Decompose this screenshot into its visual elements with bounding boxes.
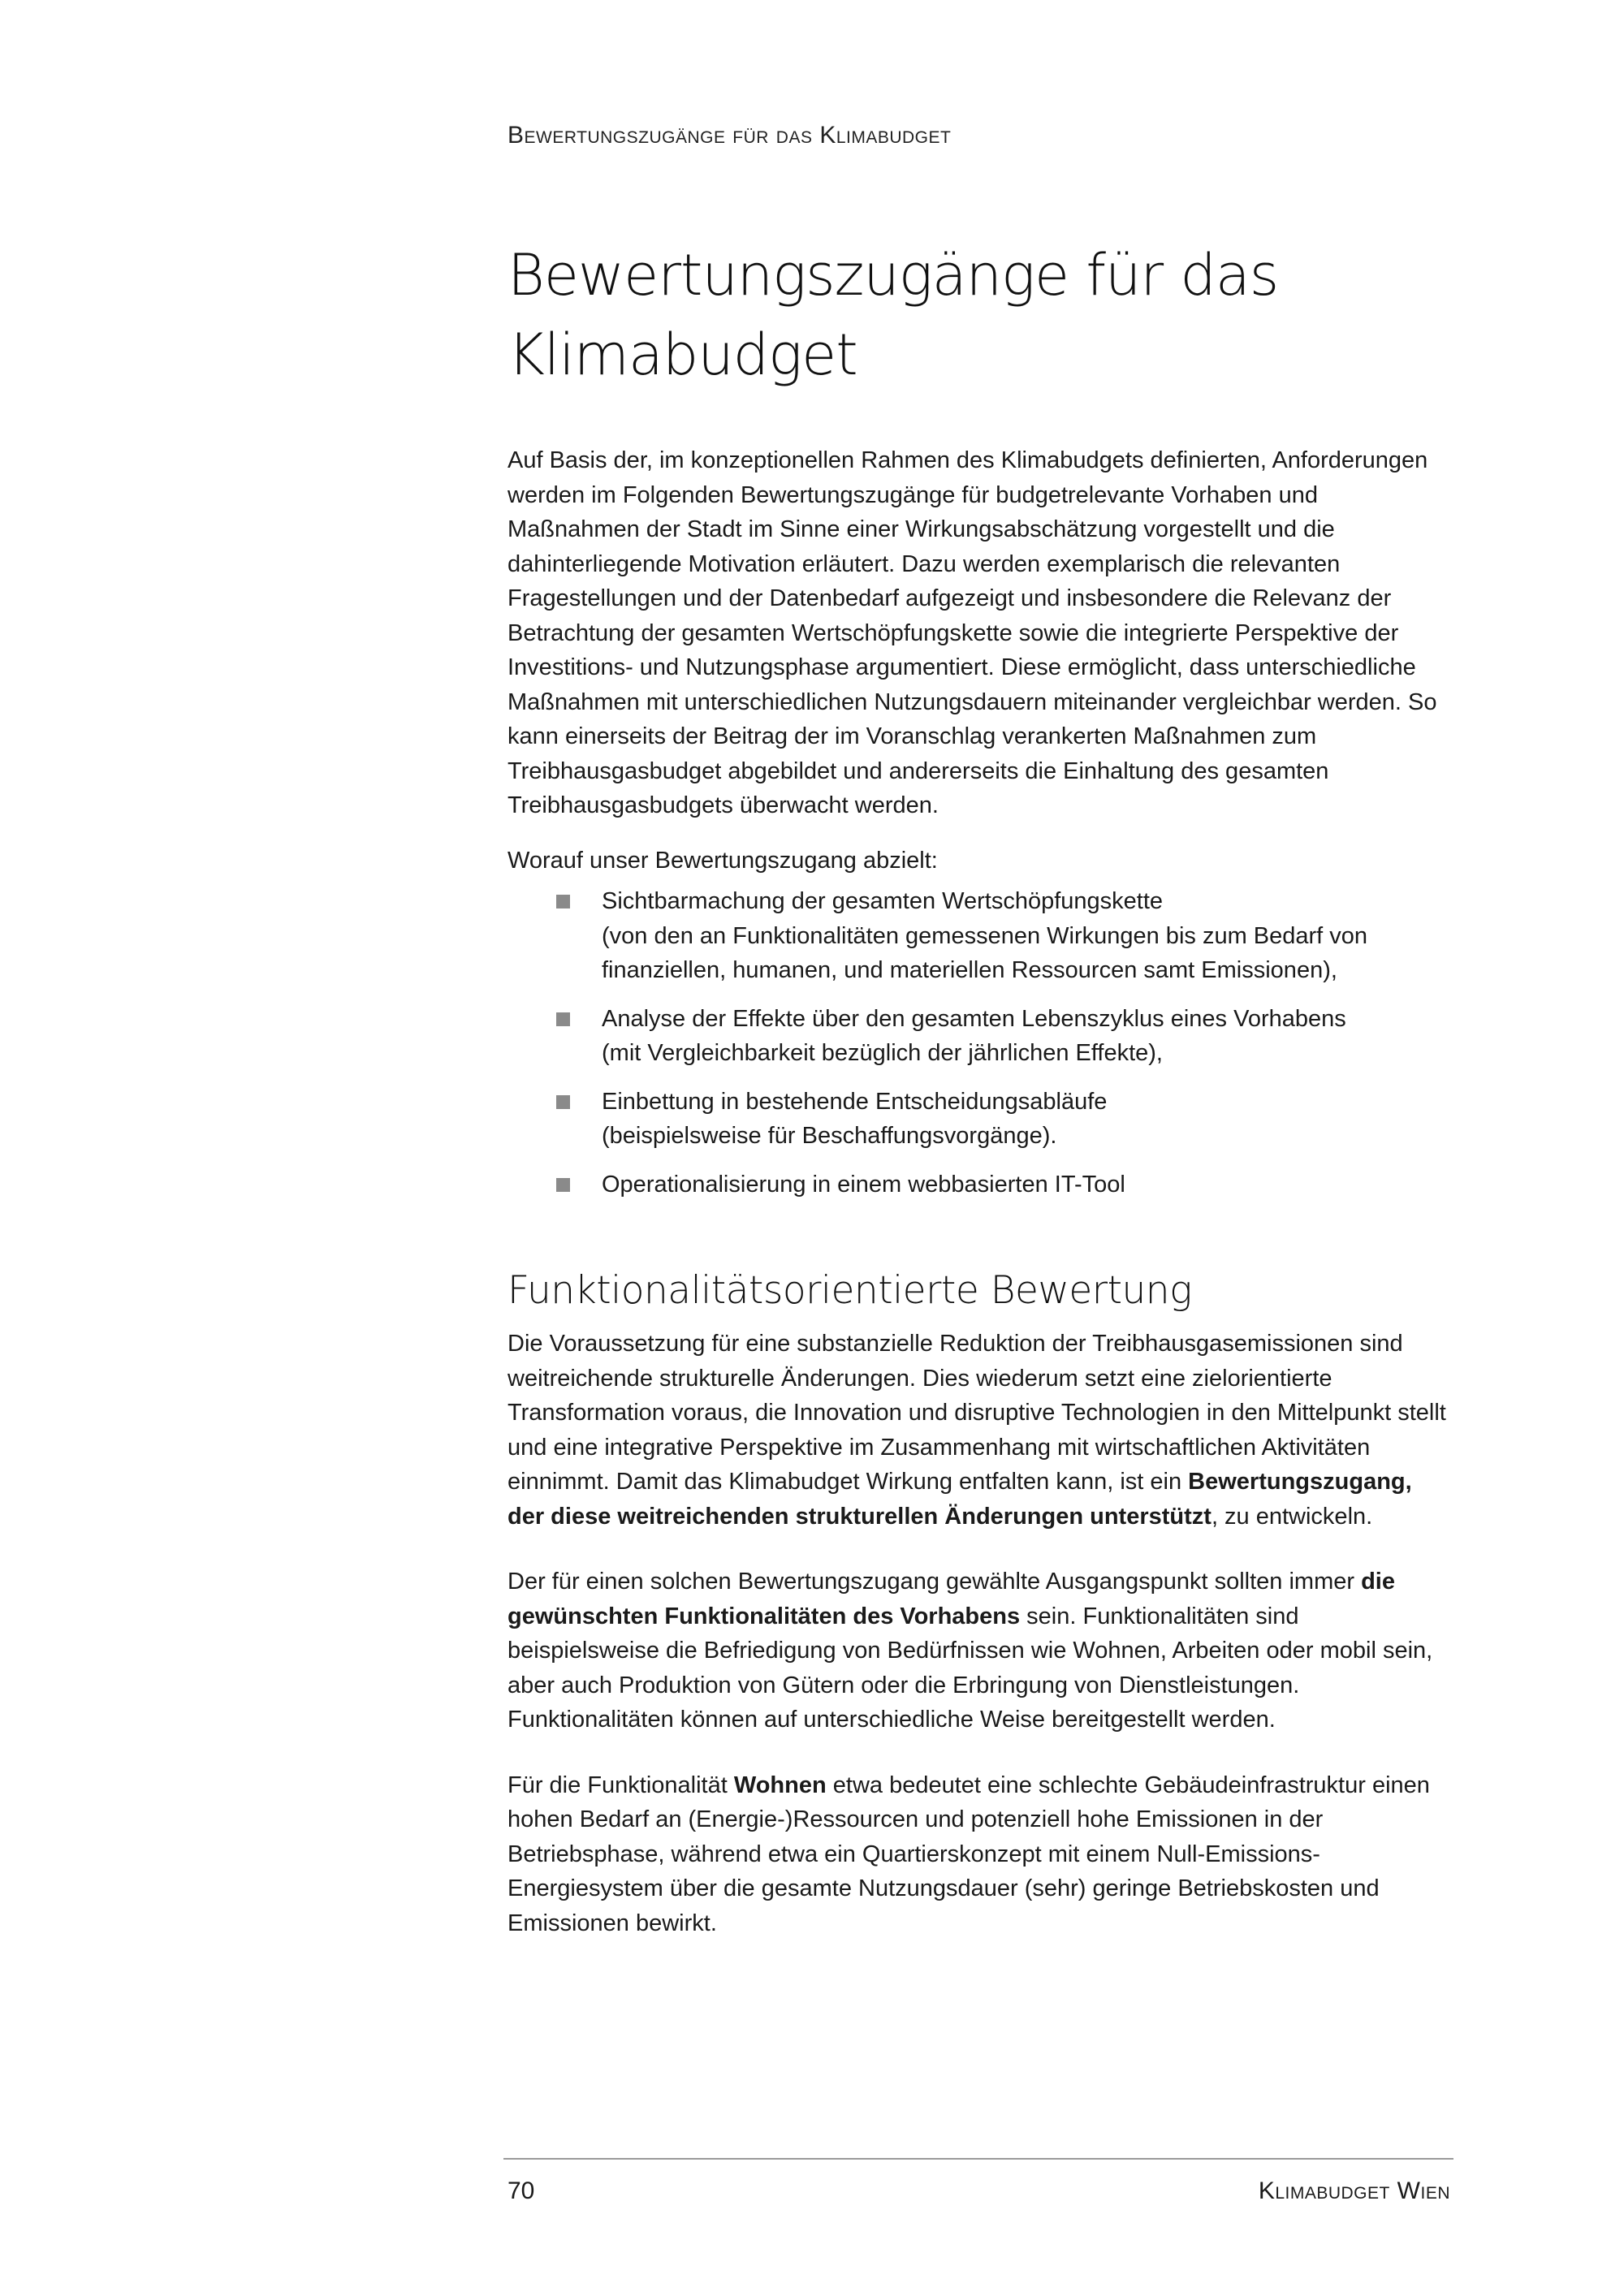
page-title: Bewertungszugänge für das Klimabudget [508, 242, 1279, 388]
footer-divider [503, 2158, 1453, 2160]
section-paragraph-3 [508, 1768, 1449, 1941]
square-bullet-icon [556, 895, 570, 908]
bold-text: Wohnen [733, 1772, 827, 1798]
list-item [556, 1167, 1449, 1202]
running-header: Bewertungszugänge für das Klimabudget [508, 122, 952, 149]
list-item-line2: (mit Vergleichbarkeit bezüglich der jährlichen Effekte), [602, 1040, 1163, 1066]
text-run: Für die Funktionalität [508, 1772, 734, 1798]
square-bullet-icon [556, 1178, 570, 1192]
list-item [556, 1085, 1449, 1154]
bold-text: Bewertungszugang, der diese weitreichenden strukturellen Änderungen unterstützt [508, 1469, 1412, 1530]
page-number: 70 [508, 2177, 535, 2204]
list-item-line1: Sichtbarmachung der gesamten Wertschöpfungskette [602, 888, 1164, 914]
list-item [556, 884, 1449, 988]
intro-paragraph: Auf Basis der, im konzeptionellen Rahmen des Klimabudgets definierten, Anforderungen werden im Folgenden Bewertungszugänge für budgetrelevante Vorhaben und Maßnahmen der Stadt im Sinne einer Wirkungsabschätzung vorgestellt und die dahinterliegende Motivation erläutert. Dazu werden exemplarisch die relevanten Fragestellungen und der Datenbedarf aufgezeigt und insbesondere die Relevanz der Betrachtung der gesamten Wertschöpfungskette sowie die integrierte Perspektive der Investitions- und Nutzungsphase argumentiert. Diese ermöglicht, dass unterschiedliche Maßnahmen mit unterschiedlichen Nutzungsdauern miteinander vergleichbar werden. So kann einerseits der Beitrag der im Voranschlag verankerten Maßnahmen zum Treibhausgasbudget abgebildet und andererseits die Einhaltung des gesamten Treibhausgasbudgets überwacht werden. [508, 447, 1437, 818]
square-bullet-icon [556, 1095, 570, 1109]
list-item-line1: Operationalisierung in einem webbasierten IT-Tool [602, 1171, 1125, 1198]
main-content [508, 235, 1449, 1961]
list-item-line2: (von den an Funktionalitäten gemessenen Wirkungen bis zum Bedarf von finanziellen, humanen, und materiellen Ressourcen samt Emissionen), [602, 922, 1368, 983]
list-intro: Worauf unser Bewertungszugang abzielt: [508, 847, 938, 874]
text-run: etwa bedeutet eine schlechte Gebäudeinfrastruktur einen hohen Bedarf an (Energie-)Ressourcen und potenziell hohe Emissionen in der Betriebsphase, während etwa ein Quartierskonzept mit einem Null-Emissions-Energiesystem über die gesamte Nutzungsdauer (sehr) geringe Betriebskosten und Emissionen bewirkt. [508, 1772, 1430, 1936]
list-item-line2: (beispielsweise für Beschaffungsvorgänge). [602, 1123, 1057, 1149]
section-paragraph-2 [508, 1564, 1449, 1737]
text-run: , zu entwickeln. [1211, 1503, 1373, 1530]
text-run: sein. Funktionalitäten sind beispielsweise die Befriedigung von Bedürfnissen wie Wohnen, Arbeiten oder mobil sein, aber auch Produktion von Gütern oder die Erbringung von Dienstleistungen. Funktionalitäten können auf unterschiedliche Weise bereitgestellt werden. [508, 1603, 1433, 1733]
list-item [556, 1002, 1449, 1071]
square-bullet-icon [556, 1012, 570, 1026]
section-title: Funktionalitätsorientierte Bewertung [508, 1268, 1192, 1313]
list-item-line1: Einbettung in bestehende Entscheidungsabläufe [602, 1088, 1108, 1115]
footer-publication-title: Klimabudget Wien [1258, 2177, 1450, 2204]
text-run: Der für einen solchen Bewertungszugang gewählte Ausgangspunkt sollten immer [508, 1569, 1362, 1595]
section-paragraph-1 [508, 1327, 1449, 1534]
goals-list [508, 884, 1449, 1202]
list-item-line1: Analyse der Effekte über den gesamten Lebenszyklus eines Vorhabens [602, 1005, 1346, 1032]
text-run: Die Voraussetzung für eine substanzielle Reduktion der Treibhausgasemissionen sind weitreichende strukturelle Änderungen. Dies wiederum setzt eine zielorientierte Transformation voraus, die Innovation und disruptive Technologien in den Mittelpunkt stellt und eine integrative Perspektive im Zusammenhang mit wirtschaftlichen Aktivitäten einnimmt. Damit das Klimabudget Wirkung entfalten kann, ist ein [508, 1331, 1446, 1495]
bold-text: die gewünschten Funktionalitäten des Vorhabens [508, 1569, 1395, 1629]
